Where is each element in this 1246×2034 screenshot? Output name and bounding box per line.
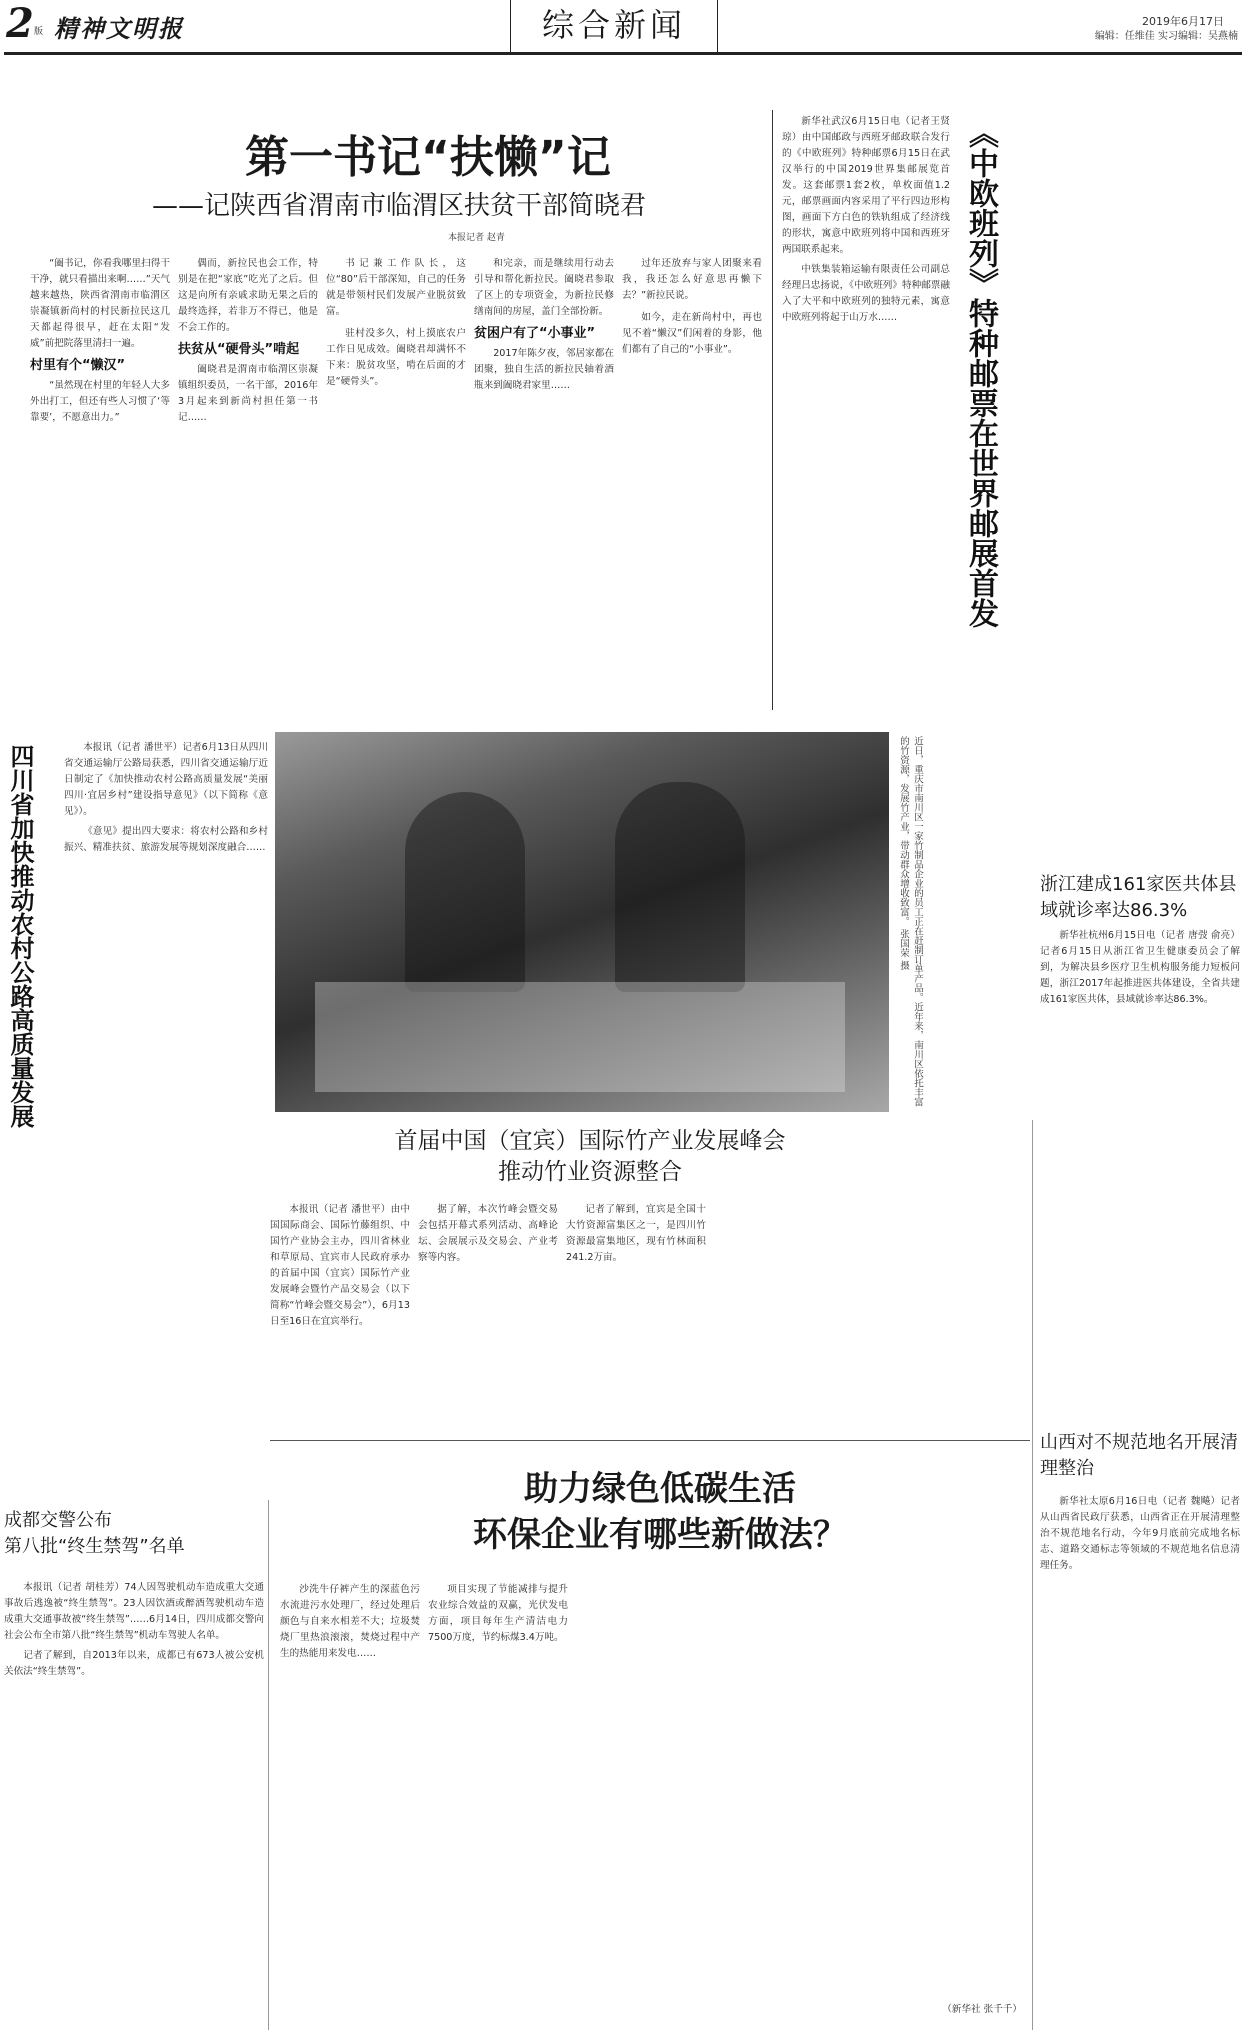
lead-paragraph: 驻村没多久，村上摸底农户工作日见成效。阖晓君却满怀不下来：脱贫攻坚，啃在后面的才是“硬骨头”。 [326, 328, 466, 387]
column-divider [1032, 1120, 1033, 2030]
side-story-1-paragraph: 新华社武汉6月15日电（记者王贤琼）由中国邮政与西班牙邮政联合发行的《中欧班列》特种邮票6月15日在武汉举行的中国2019世界集邮展览首发。这套邮票1套2枚，单枚面值1.2元，邮票画面内容采用了平行四边形构图，画面下方白色的铁轨组成了经济线的形状，寓意中欧班列将中国和西班牙两国联系起来。 [782, 116, 950, 255]
green-column-5 [872, 1582, 1022, 2022]
column-divider [268, 1500, 269, 2030]
lead-subhead-3: 贫困户有了“小事业” [474, 326, 596, 341]
chengdu-text [4, 1580, 264, 2024]
side-story-1-text [782, 114, 950, 814]
photo-workbench [315, 982, 845, 1092]
lead-subtitle: ——记陕西省渭南市临渭区扶贫干部简晓君 [152, 191, 647, 221]
lead-paragraph: 和完亲，而是继续用行动去引导和帮化新拉民。阖晓君参取了区上的专项资金，为新拉民修缮南间的房屋，盖门全部扮新。 [474, 258, 614, 317]
green-paragraph: 沙洗牛仔裤产生的深蓝色污水流进污水处理厂，经过处理后颜色与自来水相差不大；垃圾焚烧厂里热浪滚滚，焚烧过程中产生的热能用来发电…… [280, 1584, 420, 1659]
lead-paragraph: 阖晓君是渭南市临渭区崇凝镇组织委员，一名干部，2016年3月起来到新尚村担任第一书记…… [178, 364, 318, 423]
green-byline: （新华社 张千千） [942, 2004, 1022, 2015]
lower-rule [270, 1440, 1030, 1441]
bamboo-title-line-2: 推动竹业资源整合 [498, 1159, 682, 1185]
lead-byline: 本报记者 赵青 [448, 233, 505, 243]
lead-column-5 [622, 256, 762, 674]
masthead-rule [4, 52, 1242, 55]
chengdu-title-line-1: 成都交警公布 [4, 1510, 112, 1531]
bamboo-title-line-1: 首届中国（宜宾）国际竹产业发展峰会 [394, 1128, 786, 1154]
green-column-1 [280, 1582, 420, 2022]
photo-workers-left [405, 792, 525, 992]
section-box [510, 0, 718, 52]
side-story-1-paragraph: 中铁集装箱运输有限责任公司副总经理吕忠扬说，《中欧班列》特种邮票融入了大平和中欧班列的独特元素，寓意中欧班列将起于山万水…… [782, 264, 950, 323]
side-story-2-title: 浙江建成161家医共体县域就诊率达86.3% [1040, 874, 1237, 921]
page-number: 2 [6, 0, 34, 47]
chengdu-paragraph: 记者了解到，自2013年以来，成都已有673人被公安机关依法“终生禁驾”。 [4, 1650, 264, 1677]
side-story-2-paragraph: 新华社杭州6月15日电（记者 唐弢 俞亮）记者6月15日从浙江省卫生健康委员会了解到，为解决县乡医疗卫生机构服务能力短板问题，浙江2017年起推进医共体建设，全省共建成161家医共体，县域就诊率达86.3%。 [1040, 930, 1240, 1005]
lead-subhead-1: 村里有个“懒汉” [30, 358, 126, 373]
editors: 编辑：任维佳 实习编辑：吴燕楠 [1094, 31, 1238, 42]
green-column-4 [724, 1582, 864, 2022]
lead-title: 第一书记“扶懒”记 [245, 132, 611, 183]
side-story-1-title: 《中欧班列》特种邮票在世界邮展首发 [963, 118, 998, 628]
green-title-line-2: 环保企业有哪些新做法？ [473, 1515, 847, 1555]
green-title [280, 1466, 1040, 1558]
page-suffix: 版 [34, 27, 44, 37]
green-column-3 [576, 1582, 716, 2022]
lead-column-3 [326, 256, 466, 674]
lead-subhead-2: 扶贫从“硬骨头”啃起 [178, 342, 300, 357]
chengdu-title-line-2: 第八批“终生禁驾”名单 [4, 1536, 185, 1557]
side-story-2-text [1040, 928, 1240, 1368]
column-divider [772, 110, 773, 710]
masthead [0, 0, 1246, 52]
green-column-2 [428, 1582, 568, 2022]
bamboo-paragraph: 记者了解到，宜宾是全国十大竹资源富集区之一，是四川竹资源最富集地区，现有竹林面积241.2万亩。 [566, 1204, 706, 1263]
bamboo-column-2 [418, 1202, 558, 1432]
bamboo-column-3 [566, 1202, 706, 1432]
green-paragraph: 项目实现了节能减排与提升农业综合效益的双赢，光伏发电方面，项目每年生产清洁电力7500万度，节约标煤3.4万吨。 [428, 1584, 568, 1643]
chengdu-title [4, 1508, 264, 1560]
lead-paragraph: 偶而，新拉民也会工作，特别是在把“家底”吃光了之后。但这是向所有亲戚求助无果之后的最终选择，若非万不得已，他是不会工作的。 [178, 258, 318, 333]
lead-paragraph: 过年还放弃与家人团聚来看我，我还怎么好意思再懒下去？”新拉民说。 [622, 258, 762, 301]
green-title-line-1: 助力绿色低碳生活 [524, 1469, 796, 1509]
issue-date: 2019年6月17日 [1142, 15, 1224, 28]
section-title: 综合新闻 [541, 6, 686, 44]
lead-column-2 [178, 256, 318, 674]
side-story-3-title: 山西对不规范地名开展清理整治 [1040, 1432, 1238, 1479]
sichuan-paragraph: 本报讯（记者 潘世平）记者6月13日从四川省交通运输厅公路局获悉，四川省交通运输厅近日制定了《加快推动农村公路高质量发展“美丽四川·宜居乡村”建设指导意见》（以下简称《意见》）。 [64, 742, 268, 817]
news-photo [275, 732, 889, 1112]
bamboo-paragraph: 本报讯（记者 潘世平）由中国国际商会、国际竹藤组织、中国竹产业协会主办，四川省林业和草原局、宜宾市人民政府承办的首届中国（宜宾）国际竹产业发展峰会暨竹产品交易会（以下简称“竹峰会暨交易会”），6月13日至16日在宜宾举行。 [270, 1204, 410, 1327]
paper-name: 精神文明报 [54, 14, 184, 43]
bamboo-paragraph: 据了解，本次竹峰会暨交易会包括开幕式系列活动、高峰论坛、会展展示及交易会、产业考察等内容。 [418, 1204, 558, 1263]
sichuan-text [64, 740, 268, 1500]
lead-paragraph: “虽然现在村里的年轻人大多外出打工，但还有些人习惯了‘等靠要’，不愿意出力。” [30, 380, 170, 423]
sichuan-title: 四川省加快推动农村公路高质量发展 [6, 744, 34, 1128]
bamboo-title [300, 1126, 880, 1188]
lead-paragraph: 如今，走在新尚村中，再也见不着“懒汉”们闲着的身影，他们都有了自己的“小事业”。 [622, 312, 762, 355]
lead-paragraph: 2017年陈夕夜，邻居家都在团聚，独自生活的新拉民轴着酒瓶来到阖晓君家里…… [474, 348, 614, 391]
photo-workers-right [615, 782, 745, 992]
lead-column-4 [474, 256, 614, 674]
chengdu-paragraph: 本报讯（记者 胡桂芳）74人因驾驶机动车造成重大交通事故后逃逸被“终生禁驾”。23人因饮酒或醉酒驾驶机动车造成重大交通事故被“终生禁驾”……6月14日，四川成都交警向社会公布全市第八批“终生禁驾”机动车驾驶人名单。 [4, 1582, 264, 1641]
sichuan-paragraph: 《意见》提出四大要求：将农村公路和乡村振兴、精准扶贫、旅游发展等规划深度融合…… [64, 826, 268, 853]
lead-paragraph: “阖书记，你看我哪里扫得干干净，就只看描出来啊……”天气越来越热，陕西省渭南市临渭区崇凝镇新尚村的村民新拉民这几天都起得很早，赶在太阳“发威”前把院落里清扫一遍。 [30, 258, 170, 349]
photo-caption: 近日，重庆市南川区一家竹制品企业的员工正在赶制订单产品。近年来，南川区依托丰富的竹资源，发展竹产业，带动群众增收致富。 张国荣 摄 [898, 736, 923, 1107]
lead-column-1 [30, 256, 170, 674]
lead-paragraph: 书记兼工作队长，这位“80”后干部深知，自己的任务就是带领村民们发展产业脱贫致富。 [326, 258, 466, 317]
bamboo-column-1 [270, 1202, 410, 1432]
side-story-3-text [1040, 1494, 1240, 2024]
side-story-3-paragraph: 新华社太原6月16日电（记者 魏飚）记者从山西省民政厅获悉，山西省正在开展清理整治不规范地名行动，今年9月底前完成地名标志、道路交通标志等领域的不规范地名信息清理任务。 [1040, 1496, 1240, 1571]
